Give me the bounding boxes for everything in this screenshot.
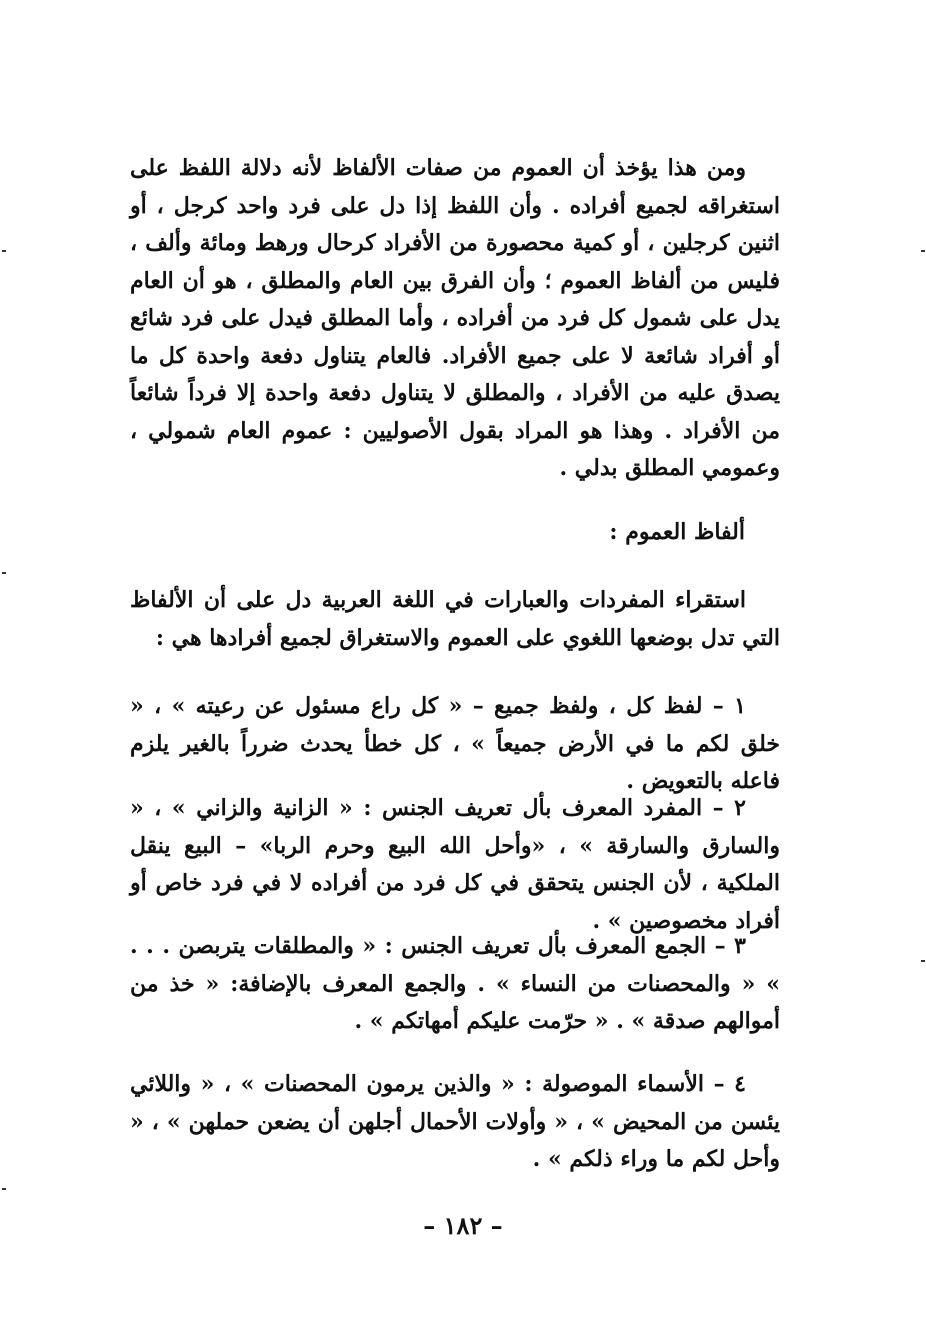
list-item-text: ١ – لفظ كل ، ولفظ جميع – « كل راع مسئول عن رعيته » ، « خلق لكم ما في الأرض جميعاً » ، كل خطأ يحدث ضرراً بالغير يلزم فاعله بالتعويض . — [130, 693, 780, 794]
scan-speck — [921, 960, 925, 962]
scan-speck — [2, 250, 6, 252]
scan-speck — [2, 572, 6, 574]
intro-paragraph — [130, 150, 780, 488]
list-item — [130, 688, 780, 801]
list-item — [130, 928, 780, 1041]
list-item-text: ٤ – الأسماء الموصولة : « والذين يرمون المحصنات » ، « واللائي يئسن من المحيض » ، « وأولات الأحمال أجلهن أن يضعن حملهن » ، « وأحل لكم ما وراء ذلكم » . — [130, 1071, 780, 1172]
page-number: – ١٨٢ – — [423, 1211, 503, 1240]
section-heading: ألفاظ العموم : — [609, 519, 745, 545]
list-item-text: ٢ – المفرد المعرف بأل تعريف الجنس : « الزانية والزاني » ، « والسارق والسارقة » ، «وأحل الله البيع وحرم الربا» – البيع ينقل الملكية ، لأن الجنس يتحقق في كل فرد من أفراده لا في فرد خاص أو أفراد مخصوصين » . — [130, 795, 780, 934]
induction-paragraph-text: استقراء المفردات والعبارات في اللغة العربية دل على أن الألفاظ التي تدل بوضعها اللغوي على العموم والاستغراق لجميع أفرادها هي : — [130, 587, 780, 651]
scan-speck — [2, 1188, 6, 1190]
list-item — [130, 790, 780, 940]
list-item — [130, 1066, 780, 1179]
list-item-text: ٣ – الجمع المعرف بأل تعريف الجنس : « والمطلقات يتربصن . . . » « والمحصنات من النساء » . والجمع المعرف بالإضافة: « خذ من أموالهم صدقة » . « حرّمت عليكم أمهاتكم » . — [130, 933, 780, 1034]
intro-paragraph-text: ومن هذا يؤخذ أن العموم من صفات الألفاظ لأنه دلالة اللفظ على استغراقه لجميع أفراده . وأن اللفظ إذا دل على فرد واحد كرجل ، أو اثنين كرجلين ، أو كمية محصورة من الأفراد كرحال ورهط ومائة وألف ، فليس من ألفاظ العموم ؛ وأن الفرق بين العام والمطلق ، هو أن العام يدل على شمول كل فرد من أفراده ، وأما المطلق فيدل على فرد شائع أو أفراد شائعة لا على جميع الأفراد. فالعام يتناول دفعة واحدة كل ما يصدق عليه من الأفراد ، والمطلق لا يتناول دفعة واحدة إلا فرداً شائعاً من الأفراد . وهذا هو المراد بقول الأصوليين : عموم العام شمولي ، وعمومي المطلق بدلي . — [130, 155, 780, 481]
induction-paragraph — [130, 582, 780, 657]
scan-speck — [921, 250, 925, 252]
